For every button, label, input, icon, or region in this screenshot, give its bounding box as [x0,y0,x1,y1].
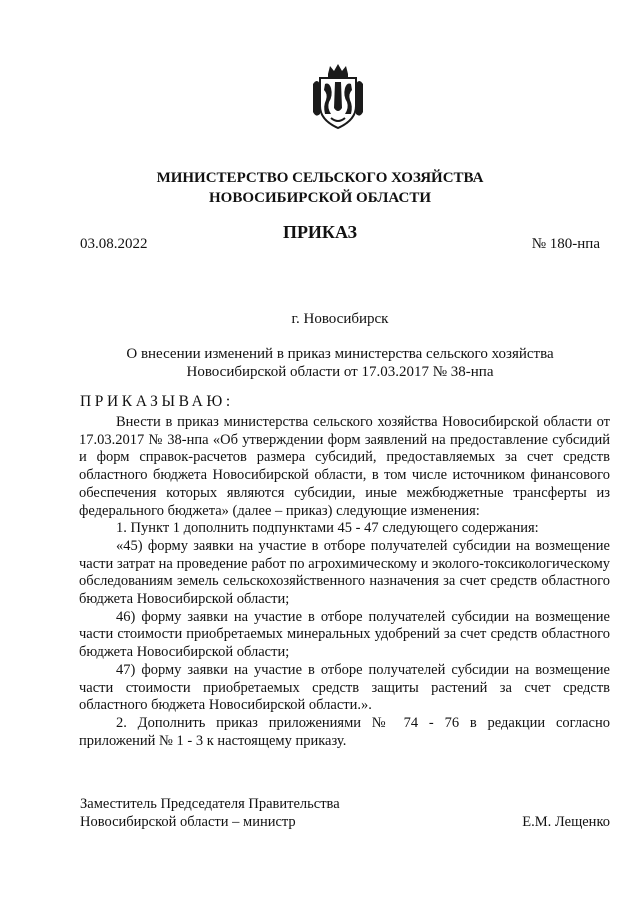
signature-block [80,795,610,831]
order-word: ПРИКАЗЫВАЮ: [80,393,234,410]
body-paragraph-intro: Внести в приказ министерства сельского хозяйства Новосибирской области от 17.03.2017 № 38-нпа «Об утверждении форм заявлений на предоставление субсидий и форм справок-расчетов размера субсидий, предоставляемых за счет средств областного бюджета Новосибирской области, в том числе источником финансового обеспечения которых являются субсидии, иные межбюджетные трансферты из федерального бюджета» (далее – приказ) следующие изменения: [79,414,610,519]
body-paragraph-sub-47: 47) форму заявки на участие в отборе получателей субсидии на возмещение части стоимости приобретаемых средств защиты растений за счет средств областного бюджета Новосибирской области.». [79,661,610,714]
body-paragraph-sub-45: «45) форму заявки на участие в отборе получателей субсидии на возмещение части затрат на проведение работ по агрохимическому и эколого-токсикологическому обследованиям земель сельскохозяйственного назначения за счет средств областного бюджета Новосибирской области; [79,537,610,608]
body-paragraph-sub-46: 46) форму заявки на участие в отборе получателей субсидии на возмещение части стоимости приобретаемых минеральных удобрений за счет средств областного бюджета Новосибирской области; [79,608,610,661]
ministry-name [0,168,640,208]
body-paragraph-item-1: 1. Пункт 1 дополнить подпунктами 45 - 47 следующего содержания: [116,520,539,537]
document-number: № 180-нпа [531,236,600,252]
signer-position-line-2: Новосибирской области – министр [80,814,296,830]
document-subject [0,345,640,381]
document-body [79,414,610,750]
document-city: г. Новосибирск [291,311,389,327]
signer-name: Е.М. Лещенко [522,814,610,830]
ministry-line-2: НОВОСИБИРСКОЙ ОБЛАСТИ [208,190,432,206]
coat-of-arms-icon [311,62,365,132]
document-date: 03.08.2022 [80,236,148,252]
subject-line-1: О внесении изменений в приказ министерства сельского хозяйства [126,346,554,362]
ministry-line-1: МИНИСТЕРСТВО СЕЛЬСКОГО ХОЗЯЙСТВА [156,170,484,186]
document-type: ПРИКАЗ [282,222,358,242]
body-paragraph-item-2: 2. Дополнить приказ приложениями № 74 - 76 в редакции согласно приложений № 1 - 3 к настоящему приказу. [79,714,610,749]
subject-line-2: Новосибирской области от 17.03.2017 № 38-нпа [186,364,494,380]
signer-position-line-1: Заместитель Председателя Правительства [80,796,340,812]
